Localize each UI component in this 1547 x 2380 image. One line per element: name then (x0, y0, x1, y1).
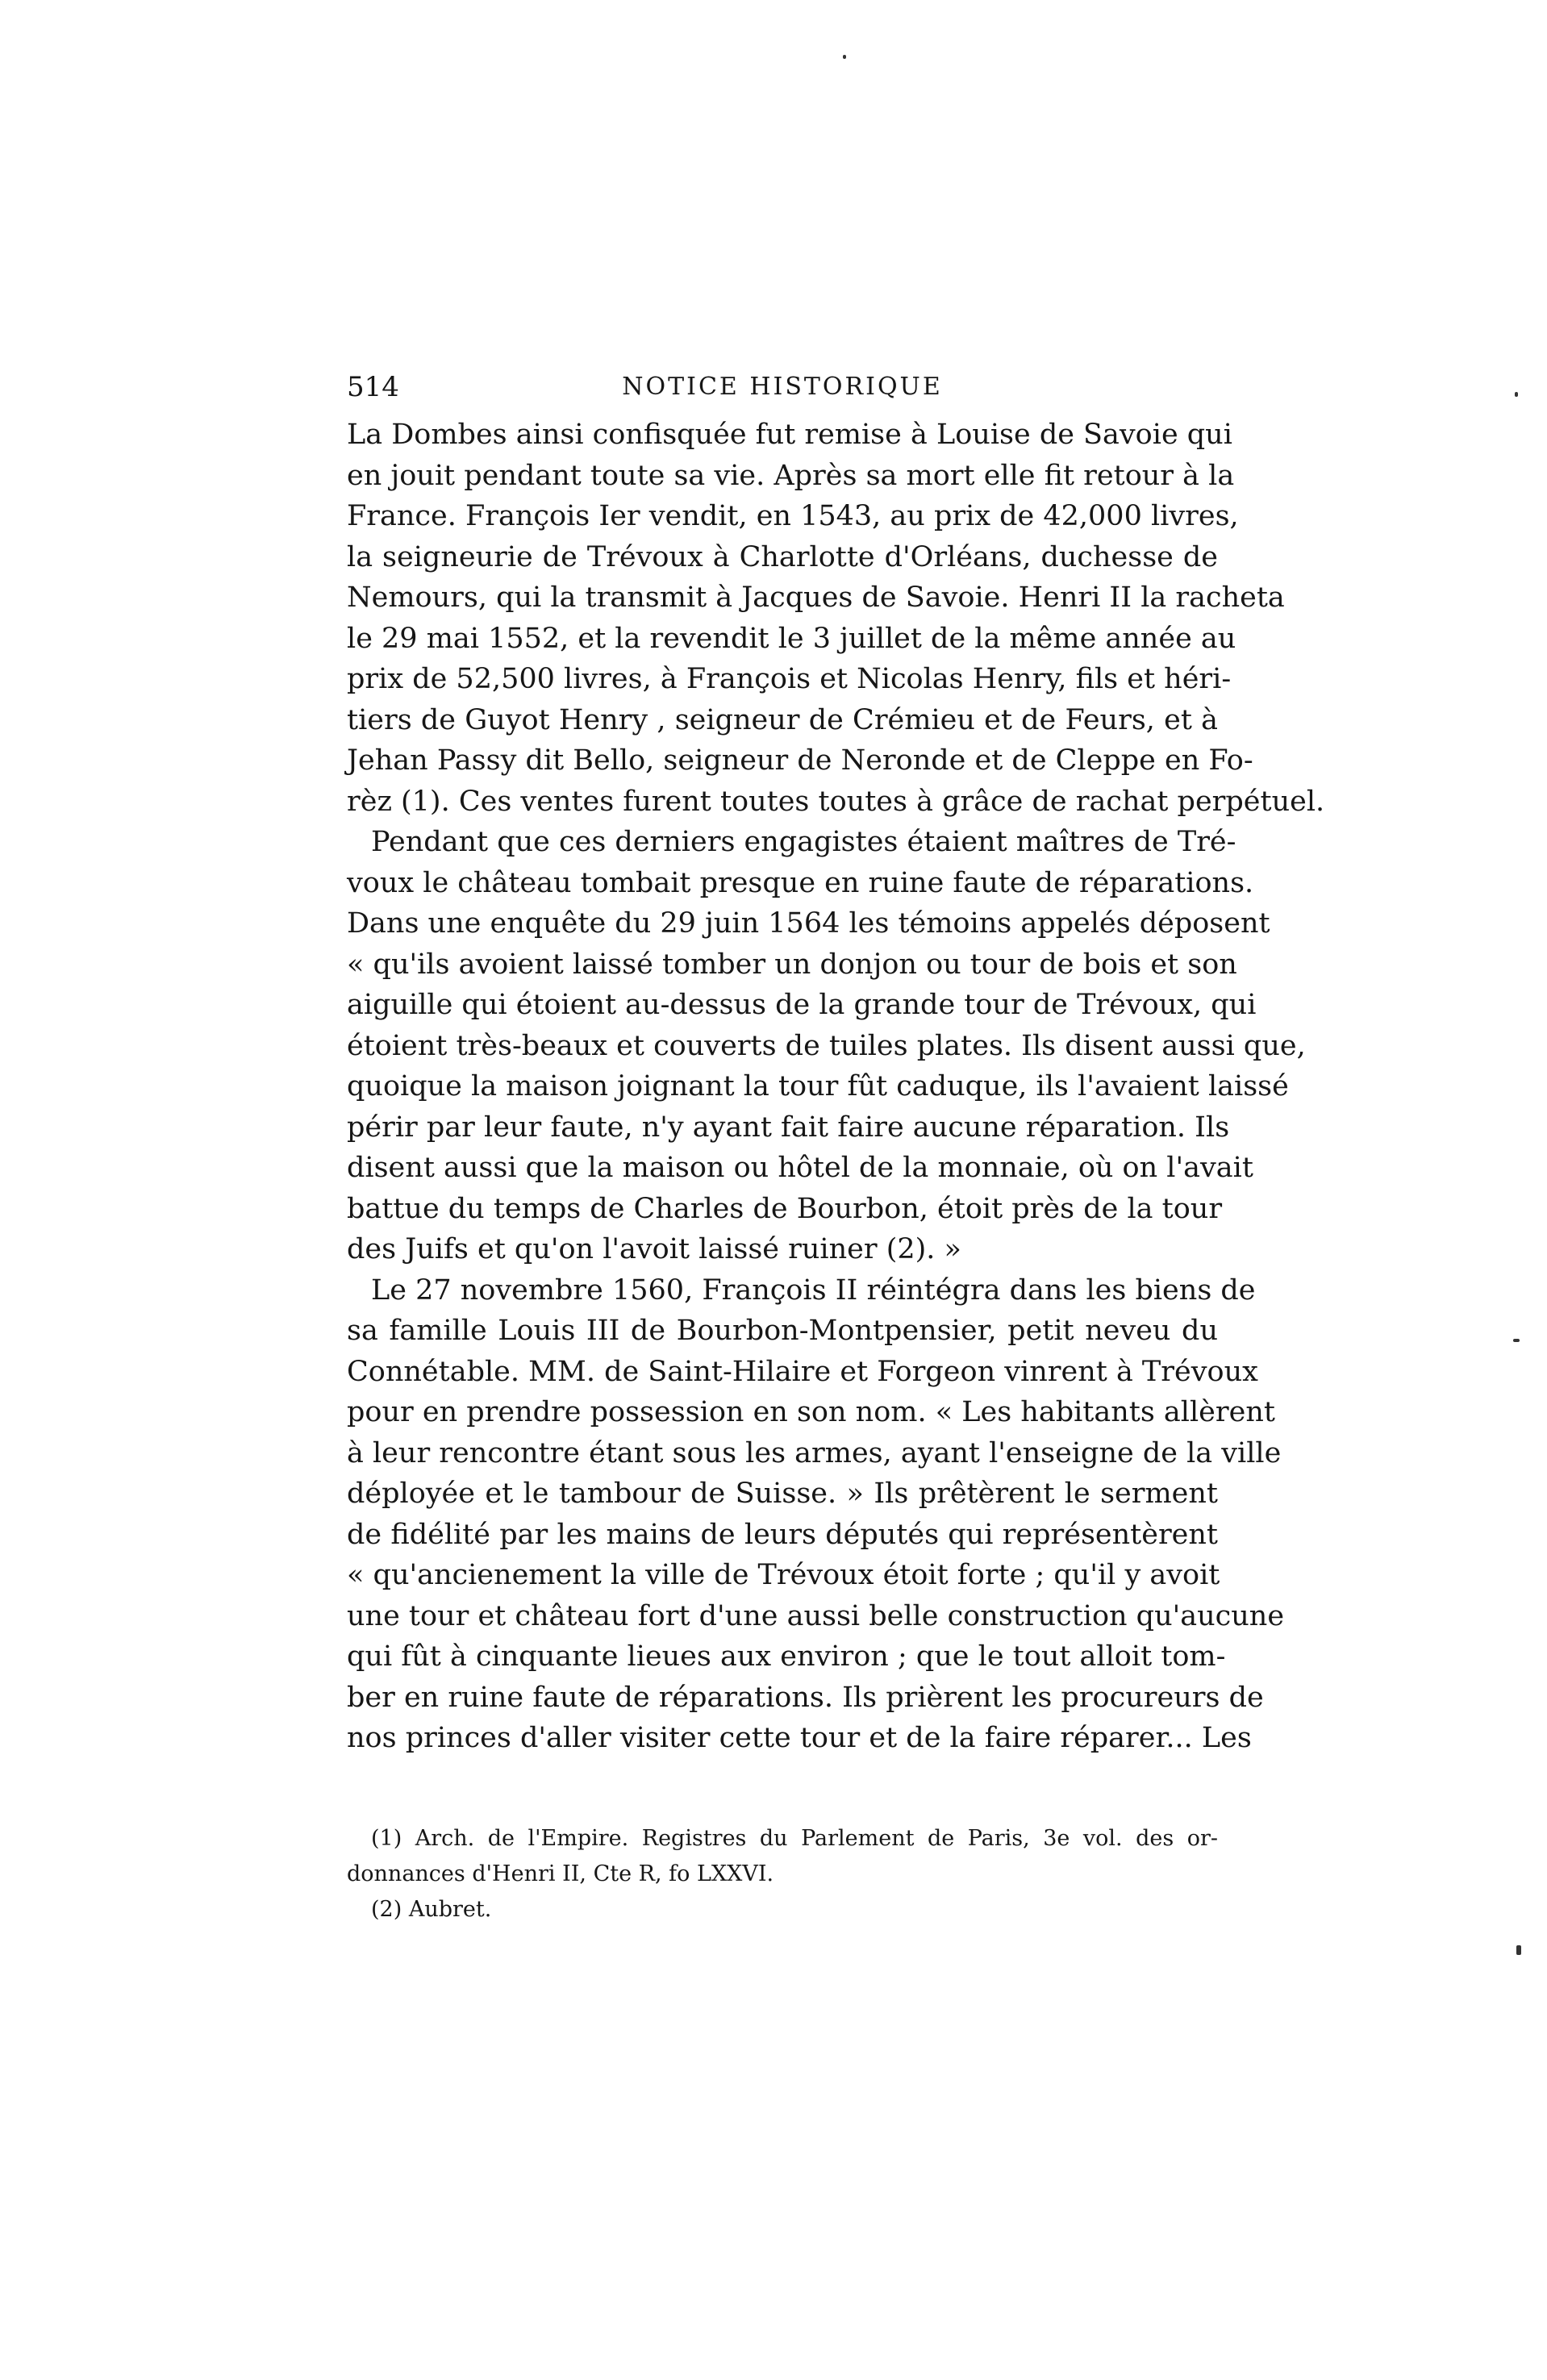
text-line: aiguille qui étoient au-dessus de la grande tour de Trévoux, qui (347, 989, 1257, 1021)
text-line: Nemours, qui la transmit à Jacques de Savoie. Henri II la racheta (347, 581, 1285, 614)
text-line: Jehan Passy dit Bello, seigneur de Neronde et de Cleppe en Fo- (347, 744, 1253, 777)
footnote-line: (1) Arch. de l'Empire. Registres du Parlement de Paris, 3e vol. des or- (371, 1826, 1218, 1851)
page-number: 514 (347, 371, 399, 403)
text-line: une tour et château fort d'une aussi belle construction qu'aucune (347, 1599, 1285, 1632)
text-line: nos princes d'aller visiter cette tour et de la faire réparer... Les (347, 1722, 1252, 1754)
text-line: prix de 52,500 livres, à François et Nicolas Henry, fils et héri- (347, 663, 1232, 695)
paragraph-2 (347, 822, 1306, 1270)
text-line: voux le château tombait presque en ruine faute de réparations. (347, 866, 1254, 899)
footnotes (347, 1821, 1218, 1928)
page-header (347, 367, 1218, 407)
text-line: battue du temps de Charles de Bourbon, étoit près de la tour (347, 1192, 1223, 1225)
text-line: étoient très-beaux et couverts de tuiles plates. Ils disent aussi que, (347, 1029, 1306, 1062)
text-line: sa famille Louis III de Bourbon-Montpensier, petit neveu du (347, 1315, 1218, 1347)
text-line: disent aussi que la maison ou hôtel de la monnaie, où on l'avait (347, 1152, 1253, 1184)
scan-speck (1516, 1945, 1521, 1955)
paragraph-3 (347, 1270, 1285, 1759)
text-line: le 29 mai 1552, et la revendit le 3 juillet de la même année au (347, 622, 1236, 655)
text-line: à leur rencontre étant sous les armes, ayant l'enseigne de la ville (347, 1436, 1282, 1469)
text-line: tiers de Guyot Henry , seigneur de Crémieu et de Feurs, et à (347, 703, 1218, 736)
scan-speck (1513, 1339, 1520, 1342)
text-line: « qu'ancienement la ville de Trévoux étoit forte ; qu'il y avoit (347, 1559, 1220, 1591)
text-line: ber en ruine faute de réparations. Ils prièrent les procureurs de (347, 1681, 1264, 1714)
text-line: Pendant que ces derniers engagistes étaient maîtres de Tré- (371, 826, 1236, 858)
text-line: déployée et le tambour de Suisse. » Ils prêtèrent le serment (347, 1478, 1218, 1510)
running-title: NOTICE HISTORIQUE (622, 373, 943, 401)
text-line: Connétable. MM. de Saint-Hilaire et Forgeon vinrent à Trévoux (347, 1355, 1258, 1388)
text-line: la seigneurie de Trévoux à Charlotte d'Orléans, duchesse de (347, 540, 1218, 573)
text-line: de fidélité par les mains de leurs députés qui représentèrent (347, 1518, 1218, 1551)
text-line: pour en prendre possession en son nom. « Les habitants allèrent (347, 1396, 1275, 1428)
body-text (347, 415, 1325, 1759)
text-line: « qu'ils avoient laissé tomber un donjon ou tour de bois et son (347, 948, 1237, 981)
text-line: Le 27 novembre 1560, François II réintégra dans les biens de (371, 1273, 1256, 1307)
text-line: des Juifs et qu'on l'avoit laissé ruiner (2). » (347, 1233, 961, 1265)
footnote-line: (2) Aubret. (371, 1897, 492, 1922)
footnote-line: donnances d'Henri II, Cte R, fo LXXVI. (347, 1861, 774, 1886)
text-line: La Dombes ainsi confisquée fut remise à Louise de Savoie qui (347, 419, 1232, 451)
text-line: rèz (1). Ces ventes furent toutes toutes à grâce de rachat perpétuel. (347, 785, 1325, 818)
footnote-2 (347, 1892, 1218, 1928)
text-line: quoique la maison joignant la tour fût caduque, ils l'avaient laissé (347, 1070, 1289, 1102)
text-line: en jouit pendant toute sa vie. Après sa mort elle fit retour à la (347, 459, 1235, 492)
text-line: périr par leur faute, n'y ayant fait faire aucune réparation. Ils (347, 1111, 1230, 1144)
text-line: France. François Ier vendit, en 1543, au prix de 42,000 livres, (347, 500, 1239, 532)
scan-speck (1515, 392, 1518, 397)
text-line: Dans une enquête du 29 juin 1564 les témoins appelés déposent (347, 907, 1270, 940)
text-line: qui fût à cinquante lieues aux environ ; que le tout alloit tom- (347, 1640, 1226, 1673)
footnote-1 (347, 1821, 1218, 1892)
paragraph-1 (347, 415, 1325, 822)
scan-speck (843, 55, 846, 59)
